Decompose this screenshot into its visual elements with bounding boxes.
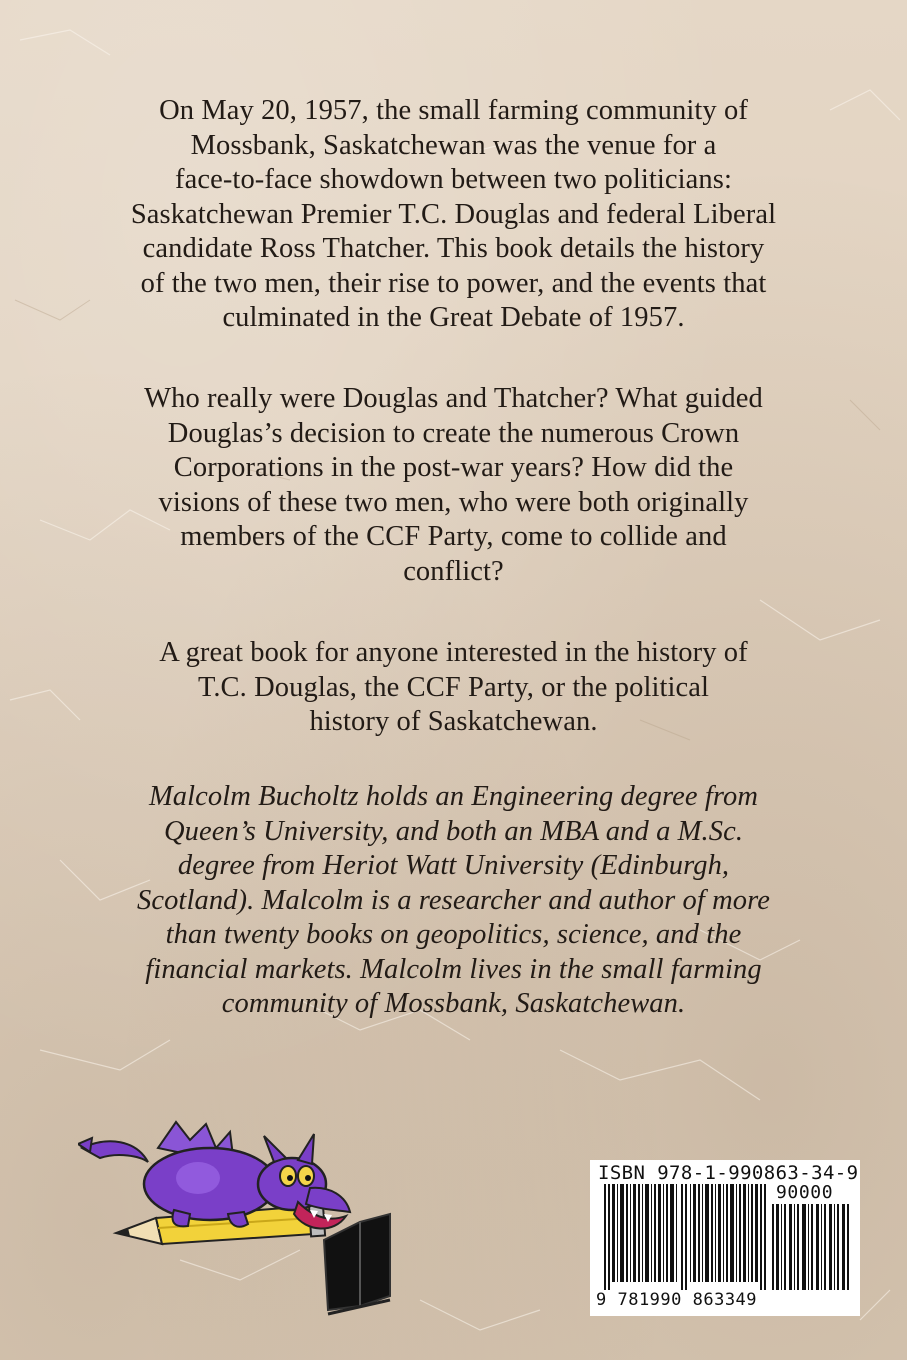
text-line: conflict? [403, 555, 504, 587]
bio-line: degree from Heriot Watt University (Edinburgh, [177, 850, 730, 881]
bio-line: Scotland). Malcolm is a researcher and author of more [136, 884, 770, 916]
book-icon [324, 1214, 390, 1314]
text-line: Corporations in the post-war years? How did the [173, 452, 734, 483]
isbn-barcode [590, 1160, 860, 1316]
barcode-human-readable: 9 781990 863349 [596, 1290, 758, 1310]
author-bio [80, 780, 827, 1022]
bio-line: financial markets. Malcolm lives in the small farming [145, 953, 762, 985]
text-line: A great book for anyone interested in the history of [159, 637, 748, 668]
text-line: Who really were Douglas and Thatcher? What guided [144, 383, 763, 414]
description-paragraph-1 [80, 94, 827, 336]
bio-line: than twenty books on geopolitics, science, and the [165, 919, 742, 950]
bio-line: community of Mossbank, Saskatchewan. [221, 988, 686, 1019]
text-line: members of the CCF Party, come to collide and [180, 521, 727, 552]
text-line: On May 20, 1957, the small farming community of [159, 95, 748, 126]
text-line: Mossbank, Saskatchewan was the venue for a [190, 129, 717, 161]
text-line: candidate Ross Thatcher. This book details the history [142, 233, 765, 264]
text-line: visions of these two men, who were both originally [158, 486, 749, 518]
text-line: of the two men, their rise to power, and the events that [140, 267, 767, 299]
dragon-icon [78, 1122, 350, 1229]
text-line: Saskatchewan Premier T.C. Douglas and federal Liberal [130, 198, 777, 230]
purple-dragon-mascot-icon [78, 1118, 396, 1318]
description-paragraph-3 [80, 636, 827, 740]
isbn-label: ISBN 978-1-990863-34-9 [598, 1162, 859, 1184]
text-line: T.C. Douglas, the CCF Party, or the political [197, 671, 710, 703]
barcode-addon-bars [772, 1204, 850, 1290]
text-line: Douglas’s decision to create the numerous Crown [167, 417, 740, 449]
bio-line: Queen’s University, and both an MBA and a M.Sc. [163, 815, 744, 847]
text-line: culminated in the Great Debate of 1957. [222, 302, 685, 333]
description-paragraph-2 [80, 382, 827, 589]
text-line: history of Saskatchewan. [309, 706, 598, 737]
barcode-bars [604, 1184, 766, 1290]
bio-line: Malcolm Bucholtz holds an Engineering degree from [148, 781, 759, 812]
text-line: face-to-face showdown between two politicians: [175, 164, 732, 195]
barcode-addon-number: 90000 [776, 1182, 834, 1203]
